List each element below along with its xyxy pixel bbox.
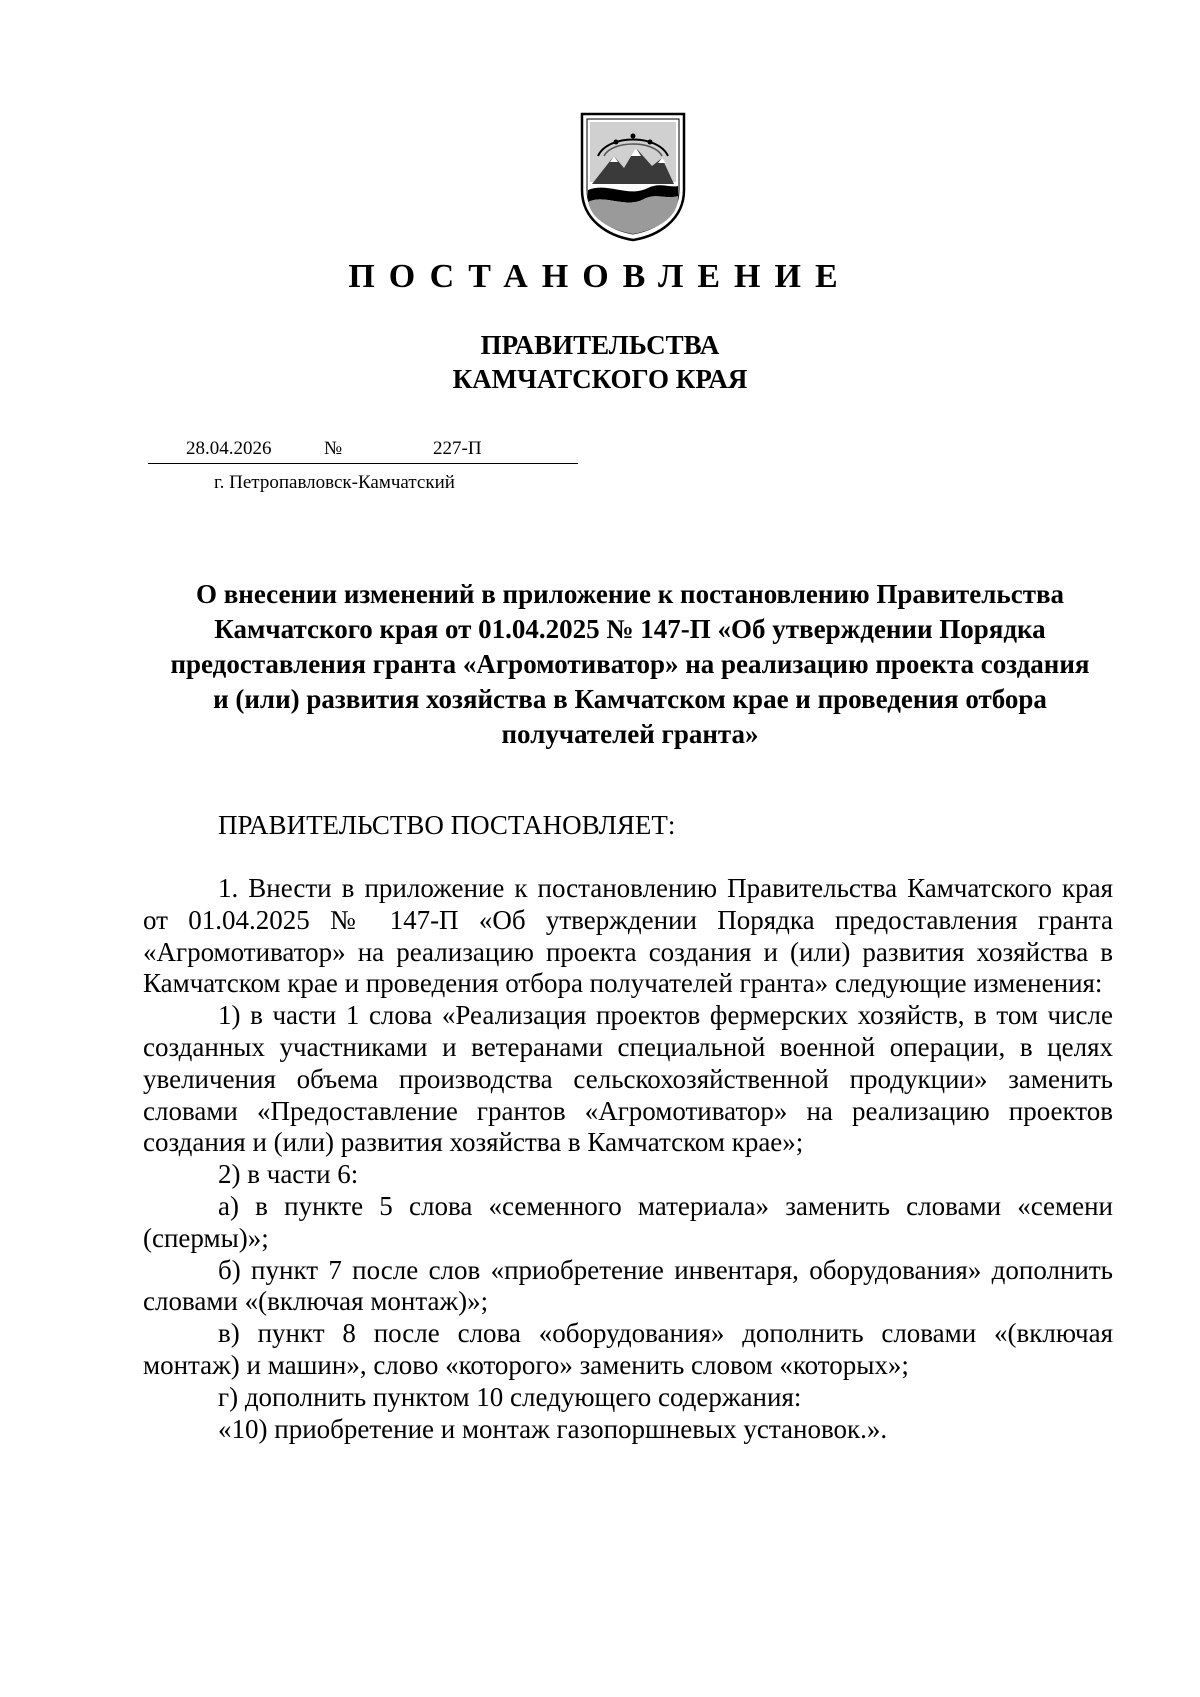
subject-line: О внесении изменений в приложение к постановлению Правительства (195, 579, 1065, 609)
subject-line: получателей гранта» (501, 719, 759, 749)
document-type-title: ПОСТАНОВЛЕНИЕ (348, 258, 852, 295)
body-paragraph: в) пункт 8 после слова «оборудования» дополнить словами «(включая монтаж) и машин», слово «которого» заменить словом «которых»; (143, 1318, 1113, 1380)
issuer-block (0, 328, 1200, 396)
document-city: г. Петропавловск-Камчатский (214, 472, 455, 493)
number-sign: № (324, 438, 343, 459)
document-body (143, 873, 1113, 1445)
decree-statement: ПРАВИТЕЛЬСТВО ПОСТАНОВЛЯЕТ: (218, 810, 676, 840)
body-paragraph: а) в пункте 5 слова «семенного материала» заменить словами «семени (спермы)»; (143, 1190, 1113, 1253)
document-date: 28.04.2026 (186, 438, 272, 459)
meta-underline (148, 463, 578, 464)
issuer-line: ПРАВИТЕЛЬСТВА (480, 330, 720, 360)
subject-line: предоставления гранта «Агромотиватор» на реализацию проекта создания (170, 649, 1090, 679)
coat-of-arms-icon (578, 112, 688, 242)
body-paragraph: г) дополнить пунктом 10 следующего содержания: (218, 1381, 802, 1412)
body-paragraph: б) пункт 7 после слов «приобретение инвентаря, оборудования» дополнить словами «(включая монтаж)»; (143, 1254, 1113, 1317)
body-paragraph: 2) в части 6: (218, 1159, 359, 1190)
subject-line: Камчатского края от 01.04.2025 № 147-П «Об утверждении Порядка (214, 614, 1046, 644)
issuer-line: КАМЧАТСКОГО КРАЯ (452, 364, 748, 394)
document-subject (140, 577, 1120, 752)
body-paragraph: 1. Внести в приложение к постановлению Правительства Камчатского края от 01.04.2025 № 147-П «Об утверждении Порядка предоставления гранта «Агромотиватор» на реализацию проекта создания и (или) развития хозяйства в Камчатском крае и проведения отбора получателей гранта» следующие изменения: (143, 873, 1113, 999)
document-meta (148, 438, 578, 498)
body-paragraph: 1) в части 1 слова «Реализация проектов фермерских хозяйств, в том числе созданных участниками и ветеранами специальной военной операции, в целях увеличения объема производства сельскохозяйственной продукции» заменить словами «Предоставление грантов «Агромотиватор» на реализацию проектов создания и (или) развития хозяйства в Камчатском крае»; (143, 1000, 1113, 1158)
subject-line: и (или) развития хозяйства в Камчатском крае и проведения отбора (213, 684, 1047, 714)
body-paragraph: «10) приобретение и монтаж газопоршневых установок.». (218, 1413, 888, 1444)
document-number: 227-П (433, 438, 482, 459)
